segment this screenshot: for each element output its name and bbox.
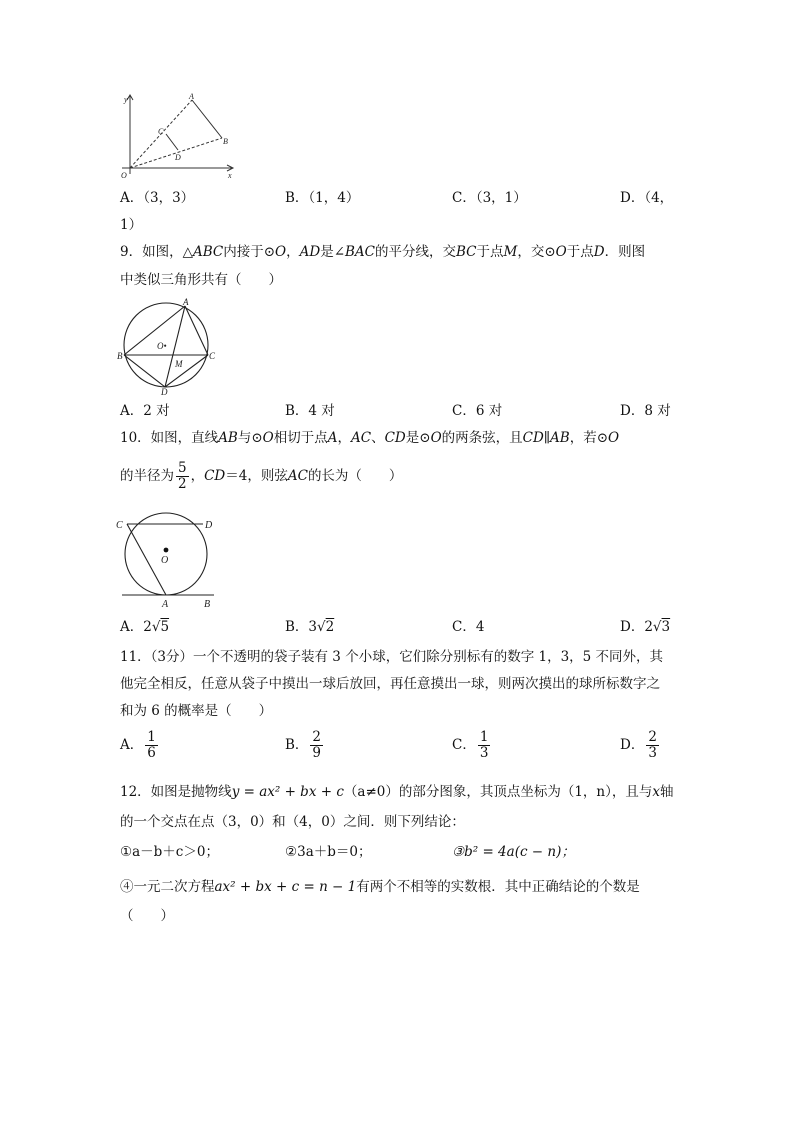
- q9-label-c: C: [209, 351, 216, 361]
- q11-option-c: C． $\frac{1}{3}$: [452, 729, 489, 761]
- q10-figure: [112, 508, 222, 610]
- q11-option-a: A． $\frac{1}{6}$: [120, 729, 156, 761]
- q12-stem-line1: 12．如图是抛物线y = ax² + bx + c（a≠0）的部分图象，其顶点坐标为（1，n），且与x轴: [120, 784, 674, 800]
- q9-option-a: A．2 对: [120, 403, 170, 419]
- q11-option-b: B． $\frac{2}{9}$: [285, 729, 322, 761]
- q8-label-a: A: [189, 92, 194, 101]
- q11-stem-line2: 他完全相反，任意从袋子中摸出一球后放回，再任意摸出一球，则两次摸出的球所标数字之: [120, 676, 660, 692]
- q10-radius-fraction: $\frac{5}{2}$: [178, 460, 187, 492]
- q9-label-a: A: [183, 297, 189, 307]
- q8-option-d: D．（4，: [620, 190, 674, 206]
- q8-label-b: B: [223, 137, 228, 146]
- q9-stem-line1: 9．如图，△ABC内接于⊙O，AD是∠BAC的平分线，交BC于点M，交⊙O于点D．则图: [120, 244, 646, 260]
- q10-option-b: B．3√2: [285, 619, 335, 635]
- q8-option-d-cont: 1）: [120, 217, 143, 233]
- q9-option-b: B．4 对: [285, 403, 335, 419]
- q10-label-d: D: [205, 520, 213, 531]
- q8-label-y: y: [124, 95, 128, 104]
- q8-option-a: A．（3，3）: [120, 190, 195, 206]
- q8-label-o: O: [121, 171, 127, 180]
- q9-side-ac: [185, 306, 208, 355]
- q10-option-a: A．2√5: [120, 619, 170, 635]
- q12-formula: y = ax² + bx + c: [231, 784, 344, 800]
- q8-option-b: B．（1，4）: [285, 190, 360, 206]
- q8-label-c: C: [158, 127, 164, 136]
- q8-segment-ab: [192, 100, 222, 138]
- q12-conclusion-2: ②3a＋b＝0；: [285, 844, 372, 860]
- q12-stem-line2: 的一个交点在点（3，0）和（4，0）之间．则下列结论：: [120, 814, 465, 830]
- q9-label-d: D: [161, 387, 168, 396]
- q9-option-c: C．6 对: [452, 403, 503, 419]
- q9-figure: [115, 296, 220, 396]
- q10-circle: [125, 513, 207, 595]
- q10-label-c: C: [116, 520, 123, 531]
- q12-conclusion-1: ①a－b＋c＞0；: [120, 844, 219, 860]
- q9-label-m: M: [175, 359, 183, 369]
- q9-option-d: D．8 对: [620, 403, 671, 419]
- q10-stem-line1: 10．如图，直线AB与⊙O相切于点A，AC、CD是⊙O的两条弦，且CD∥AB，若⊙O: [120, 430, 620, 446]
- q11-stem-line3: 和为 6 的概率是（ ）: [120, 703, 273, 719]
- q8-figure: [112, 90, 242, 182]
- q9-label-b: B: [117, 351, 123, 361]
- q10-label-a: A: [162, 599, 169, 610]
- q11-option-d: D． $\frac{2}{3}$: [620, 729, 657, 761]
- q8-label-d: D: [175, 153, 181, 162]
- q8-segment-cd: [166, 134, 178, 150]
- q12-equation: ax² + bx + c = n − 1: [214, 879, 357, 895]
- q9-chord-bd: [124, 355, 165, 387]
- q10-center-dot: [164, 548, 169, 553]
- q12-answer-blank: （ ）: [120, 908, 174, 924]
- q10-label-o: O: [161, 555, 169, 566]
- q10-option-c: C．4: [452, 619, 485, 635]
- q9-stem-line2: 中类似三角形共有（ ）: [120, 272, 282, 288]
- q8-label-x: x: [228, 171, 232, 180]
- q9-label-o: O•: [157, 341, 167, 351]
- q12-conclusion-4-line: ④一元二次方程ax² + bx + c = n − 1有两个不相等的实数根．其中正确结论的个数是: [120, 879, 640, 895]
- q12-conclusion-3: ③b² = 4a(c − n)；: [452, 844, 575, 860]
- q10-option-d: D．2√3: [620, 619, 671, 635]
- q8-option-c: C．（3，1）: [452, 190, 527, 206]
- q9-side-ab: [124, 306, 185, 355]
- q11-stem-line1: 11．（3分）一个不透明的袋子装有 3 个小球，它们除分别标有的数字 1，3，5 不同外，其: [120, 649, 664, 665]
- q10-label-b: B: [204, 599, 211, 610]
- q10-stem-line2: 的半径为 $\frac{5}{2}$ ，CD＝4，则弦AC的长为（ ）: [120, 460, 403, 492]
